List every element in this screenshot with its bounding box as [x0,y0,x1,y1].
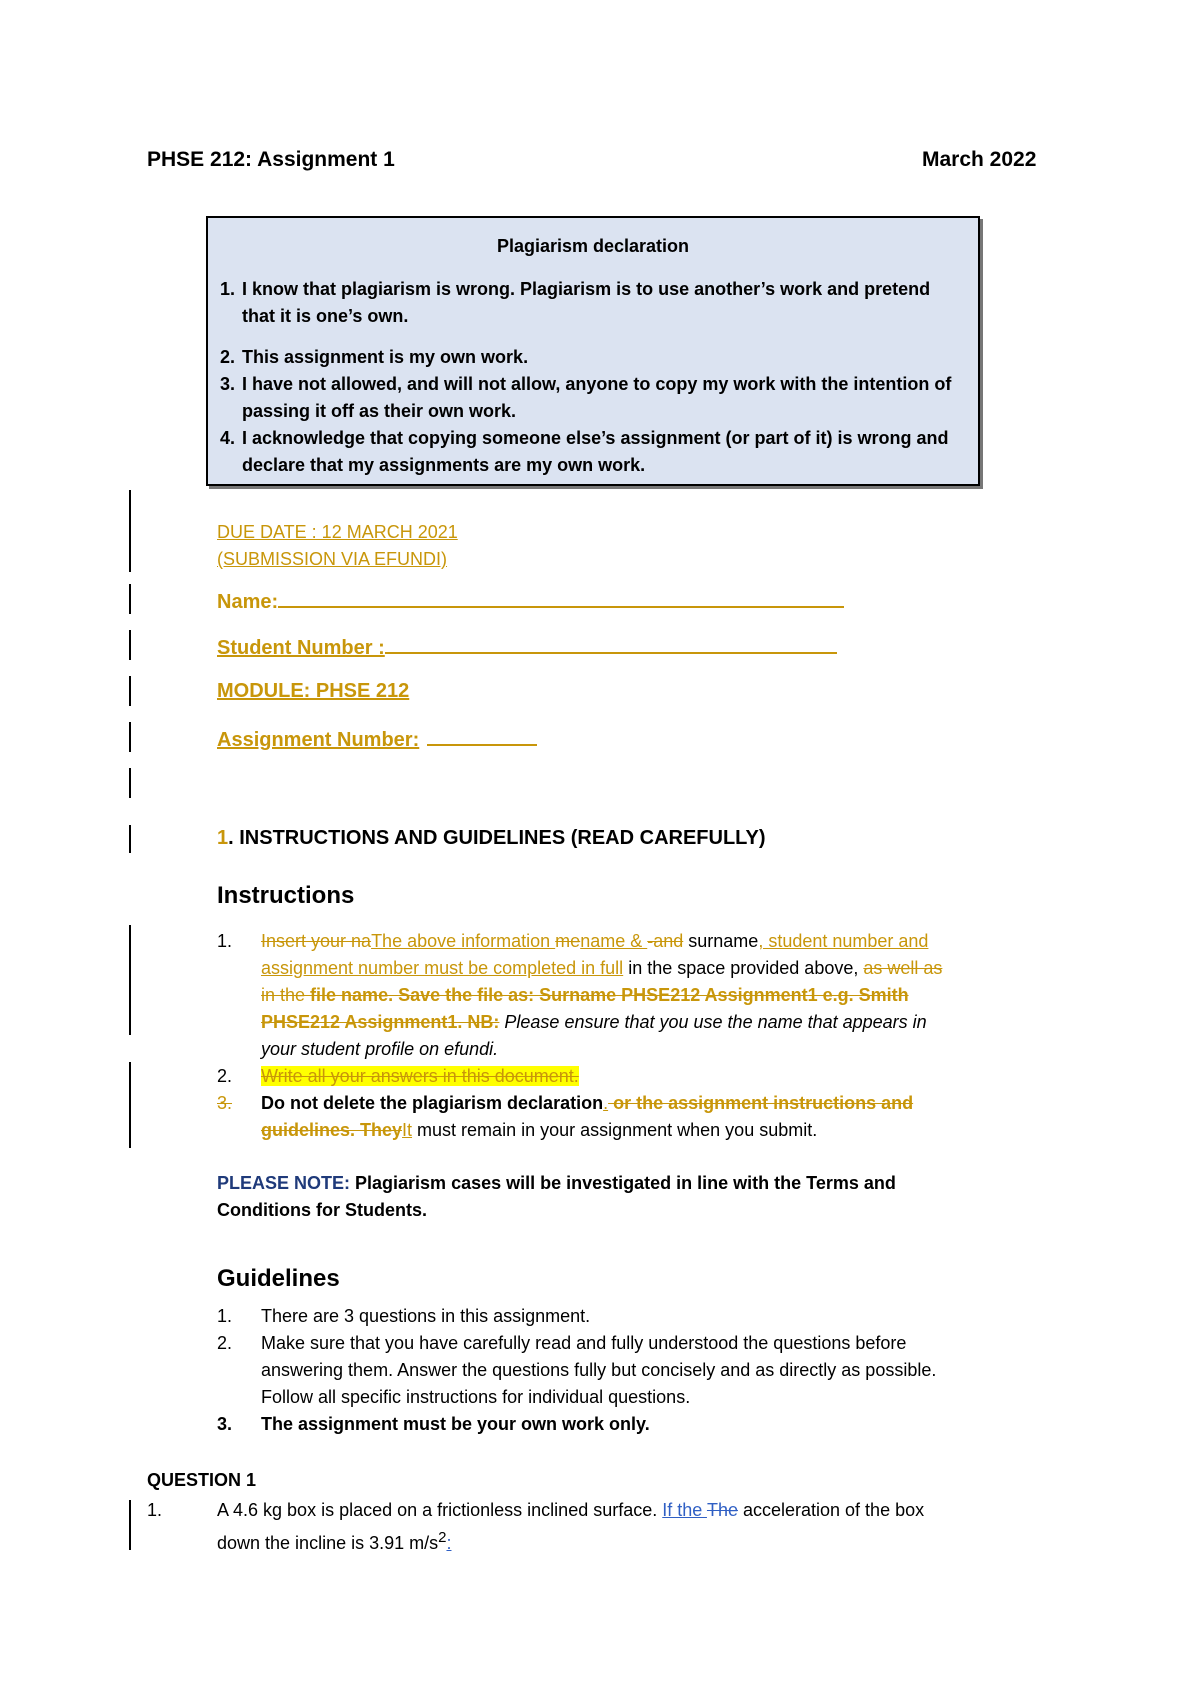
student-number-field[interactable]: Student Number : [217,634,837,660]
change-bar [129,676,131,706]
change-bar [129,825,131,853]
document-date: March 2022 [922,148,1037,171]
declaration-title: Plagiarism declaration [496,236,690,256]
change-bar [129,1062,131,1148]
section-heading: 1. INSTRUCTIONS AND GUIDELINES (READ CAREFULLY) [217,827,766,849]
student-number-blank[interactable] [385,634,837,654]
change-bar [129,925,131,1035]
please-note: PLEASE NOTE: Plagiarism cases will be investigated in line with the Terms and Conditions for Students. [217,1173,896,1220]
due-date: DUE DATE : 12 MARCH 2021 [217,522,458,542]
question-title: QUESTION 1 [147,1470,257,1490]
guidelines-heading: Guidelines [217,1265,340,1292]
name-blank[interactable] [278,588,844,608]
declaration-item: 2. This assignment is my own work. [220,347,529,367]
assignment-number-field[interactable]: Assignment Number: [217,726,537,752]
plagiarism-declaration-box [206,216,980,486]
name-field[interactable]: Name: [217,588,844,614]
change-bar [129,768,131,798]
declaration-item: 3. I have not allowed, and will not allow, anyone to copy my work with the intention of passing it off as their own work. [220,374,952,421]
instructions-heading: Instructions [217,882,355,909]
module-field: MODULE: PHSE 212 [217,680,410,702]
change-bar [129,490,131,572]
declaration-item: 1. I know that plagiarism is wrong. Plagiarism is to use another’s work and pretend that it is one’s own. [220,279,931,326]
document-title: PHSE 212: Assignment 1 [147,148,395,171]
change-bar [129,584,131,614]
change-bar [129,1500,131,1550]
assignment-number-blank[interactable] [427,726,537,746]
declaration-item: 4. I acknowledge that copying someone else’s assignment (or part of it) is wrong and declare that my assignments are my own work. [220,428,949,475]
change-bar [129,630,131,660]
change-bar [129,722,131,752]
submission-note: (SUBMISSION VIA EFUNDI) [217,549,448,569]
